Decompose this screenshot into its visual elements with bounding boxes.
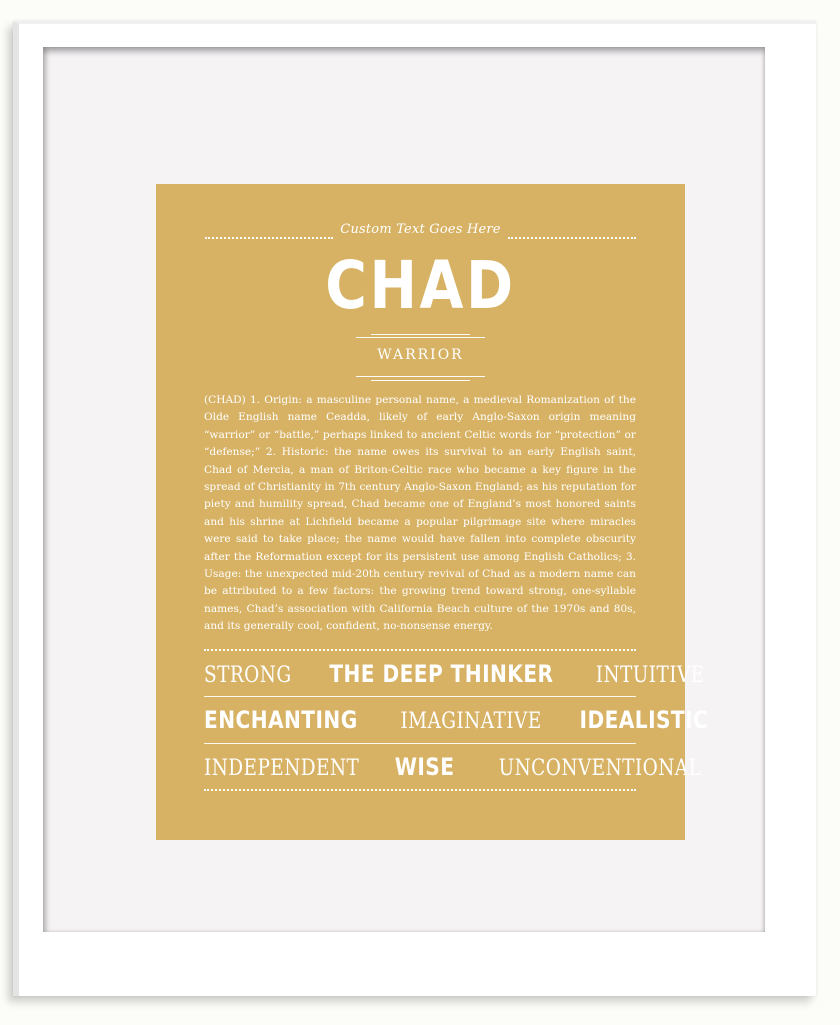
name-meaning: WARRIOR [377, 347, 464, 363]
trait-word: INDEPENDENT [204, 756, 360, 781]
meaning-top-rule [356, 337, 485, 338]
trait-word: IDEALISTIC [579, 706, 709, 734]
trait-word: THE DEEP THINKER [329, 660, 554, 688]
meaning-underline-rule [371, 380, 470, 381]
trait-word: INTUITIVE [595, 663, 705, 688]
meaning-bottom-rule [356, 376, 485, 377]
name-description: (CHAD) 1. Origin: a masculine personal name, a medieval Romanization of the Olde English name Ceadda, likely of early Anglo-Saxon origin meaning “warrior” or “battle,” perhaps linked to ancient Celtic words for “protection” or “defense;” 2. Historic: the name owes its survival to an early English saint, Chad of Mercia, a man of Briton-Celtic race who became a key figure in the spread of Christianity in 7th century Anglo-Saxon England; as his reputation for piety and humility spread, Chad became one of England’s most honored saints and his shrine at Lichfield became a popular pilgrimage site where miracles were said to take place; the name would have fallen into complete obscurity after the Reformation except for its persistent use among English Catholics; 3. Usage: the unexpected mid-20th century revival of Chad as a modern name can be attributed to a few factors: the growing trend toward strong, one-syllable names, Chad’s association with California Beach culture of the 1970s and 80s, and its generally cool, confident, no-nonsense energy. [204, 394, 636, 633]
trait-row [204, 660, 705, 688]
dotted-divider-traits-bottom [204, 789, 636, 791]
name-underline-rule [371, 334, 470, 335]
trait-word: ENCHANTING [204, 706, 358, 734]
trait-word: UNCONVENTIONAL [498, 756, 702, 781]
name-title: CHAD [325, 247, 516, 324]
dotted-divider-left [205, 237, 333, 239]
trait-word: WISE [394, 753, 455, 781]
trait-separator [204, 696, 636, 697]
trait-word: IMAGINATIVE [400, 709, 542, 734]
trait-word: STRONG [204, 663, 292, 688]
trait-separator [204, 743, 636, 744]
name-meaning-print [156, 184, 709, 840]
trait-row [204, 706, 709, 734]
dotted-divider-traits-top [204, 649, 636, 651]
trait-row [204, 753, 702, 781]
custom-text: Custom Text Goes Here [340, 222, 501, 237]
dotted-divider-right [508, 237, 636, 239]
